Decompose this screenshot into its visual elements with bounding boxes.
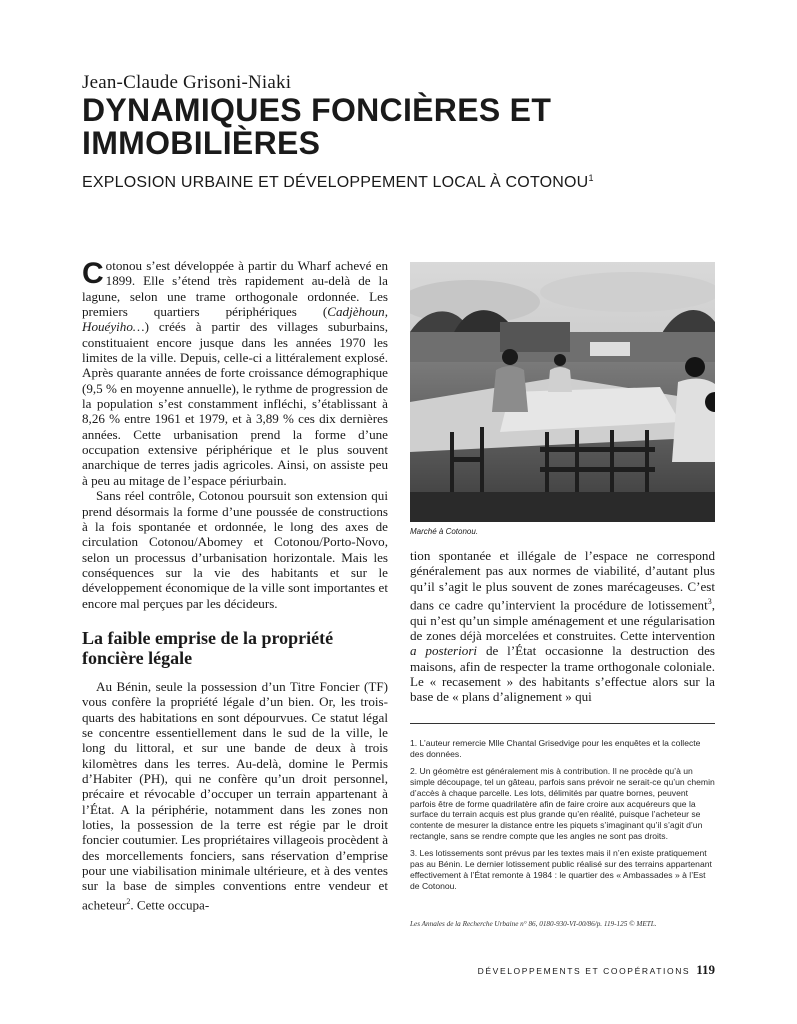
footnote-ref-3: 3 bbox=[707, 597, 712, 607]
photo-caption: Marché à Cotonou. bbox=[410, 527, 479, 536]
market-photo bbox=[410, 262, 715, 522]
footnote-3: 3. Les lotissements sont prévus par les textes mais il n’en existe pratiquement pas au Bénin. Le dernier lotissement public réalisé sur des terrains appartenant effectivement à l’État remonte à 1984 : le quartier des « Ambassades » à l’Est de Cotonou. bbox=[410, 848, 712, 891]
drop-cap: C bbox=[82, 257, 104, 290]
article-title: DYNAMIQUES FONCIÈRES ET IMMOBILIÈRES bbox=[82, 92, 552, 161]
continuation-text-c: de l’État occasionne la destruction des maisons, afin de respecter la trame orthogonale coloniale. Le « recasement » des habitants s’effectue alors sur la base de « plans d’alignement » qui bbox=[410, 643, 715, 705]
continuation-paragraph bbox=[410, 548, 715, 705]
article-subtitle bbox=[82, 174, 594, 192]
footnote-rule bbox=[410, 723, 715, 724]
intro-paragraph-1 bbox=[82, 258, 388, 488]
column-right bbox=[410, 548, 715, 705]
footer-running-title: DÉVELOPPEMENTS ET COOPÉRATIONS bbox=[477, 966, 691, 976]
section-text-tail: . Cette occupa- bbox=[130, 897, 210, 913]
column-left bbox=[82, 258, 388, 912]
footnote-1: 1. L’auteur remercie Mlle Chantal Grisedvige pour les enquêtes et la collecte des données. bbox=[410, 738, 701, 759]
section-paragraph-1 bbox=[82, 679, 388, 913]
journal-citation: Les Annales de la Recherche Urbaine n° 86, 0180-930-VI-00/86/p. 119-125 © METL. bbox=[410, 920, 657, 928]
intro-neighborhoods: Cadjèhoun, Houéyiho… bbox=[82, 304, 388, 335]
a-posteriori-phrase: a posteriori bbox=[410, 643, 478, 659]
page-number: 119 bbox=[696, 962, 715, 977]
intro-text-a: otonou s’est développée à partir du Wharf achevé en 1899. Elle s’étend très rapidement au-delà de la lagune, selon une trame orthogonale ordonnée. Les premiers quartiers périphériques ( bbox=[82, 258, 388, 320]
footnote-ref-2: 2 bbox=[126, 896, 131, 906]
intro-paragraph-2: Sans réel contrôle, Cotonou poursuit son extension qui prend désormais la forme d’une poussée de constructions à la fois spontanée et ordonnée, le long des axes de circulation Cotonou/Abomey et Cotonou/Porto-Novo, selon un processus d’urbanisation horizontale. Mais les conséquences sur la vie des habitants et sur le développement économique de la ville sont importantes et encore mal perçues par les décideurs. bbox=[82, 488, 388, 611]
section-heading: La faible emprise de la propriété foncière légale bbox=[82, 627, 334, 668]
intro-text-b: ) créés à partir des villages suburbains, constituaient encore jusque dans les années 1970 les limites de la ville. Depuis, celle-ci a littéralement explosé. Après quarante années de forte croissance démographique (9,5 % en moyenne annuelle), le rythme de progression de la population s’est constamment infléchi, s’établissant à 8,26 % entre 1961 et 1979, et à 3,89 % ces dix dernières années. Cette urbanisation prend la forme d’une occupation extensive périphérique et le plus souvent anarchique de terres jadis agricoles. Ainsi, on assiste peu à peu au mitage de l’espace périurbain. bbox=[82, 319, 388, 488]
continuation-text-b: , qui n’est qu’un simple aménagement et une régularisation de zones déjà morcelées et construites. Cette intervention bbox=[410, 597, 715, 644]
continuation-text-a: tion spontanée et illégale de l’espace ne correspond généralement pas aux normes de viabilité, d’autant plus qu’il s’agit le plus souvent de zones marécageuses. C’est dans ce cadre qu’intervient la procédure de lotissement bbox=[410, 548, 715, 613]
subtitle-text: EXPLOSION URBAINE ET DÉVELOPPEMENT LOCAL À COTONOU bbox=[82, 174, 589, 191]
footnote-2: 2. Un géomètre est généralement mis à contribution. Il ne procède qu’à un simple découpage, tel un gâteau, parfois sans prévoir ne serait-ce qu’un chemin d’accès à chaque parcelle. Les lots, délimités par quatre bornes, peuvent parfois être de forme quadrilatère afin de faire croire aux acquéreurs que la surface du terrain acquis est plus grande qu’en réalité, puisque l’acheteur se contente de mesurer la distance entre les piquets s’imaginant qu’il s’agit d’un rectangle, sans se rendre compte que les angles ne sont pas droits. bbox=[410, 765, 715, 842]
footnotes bbox=[410, 738, 715, 898]
section-text: Au Bénin, seule la possession d’un Titre Foncier (TF) vous confère la propriété légale d’un bien. Or, les trois-quarts des habitations en sont dépourvues. Ce statut légal se concentre essentiellement dans le sud de la ville, le long du littoral, et sur une bande de deux à trois kilomètres dans les terres. Au-delà, domine le Permis d’Habiter (PH), qui ne confère qu’un droit personnel, précaire et révocable d’occuper un terrain appartenant à l’État. A la périphérie, notamment dans les zones non loties, la possession de la terre est régie par le droit foncier coutumier. Les propriétaires villageois procèdent à des morcellements fonciers, sans réservation d’emprise pour une viabilisation minimale ultérieure, et à des ventes sur la base de simples conventions entre vendeur et acheteur bbox=[82, 678, 388, 913]
author: Jean-Claude Grisoni-Niaki bbox=[82, 72, 292, 93]
page-footer bbox=[478, 962, 715, 978]
footnote-ref-1: 1 bbox=[588, 173, 594, 183]
